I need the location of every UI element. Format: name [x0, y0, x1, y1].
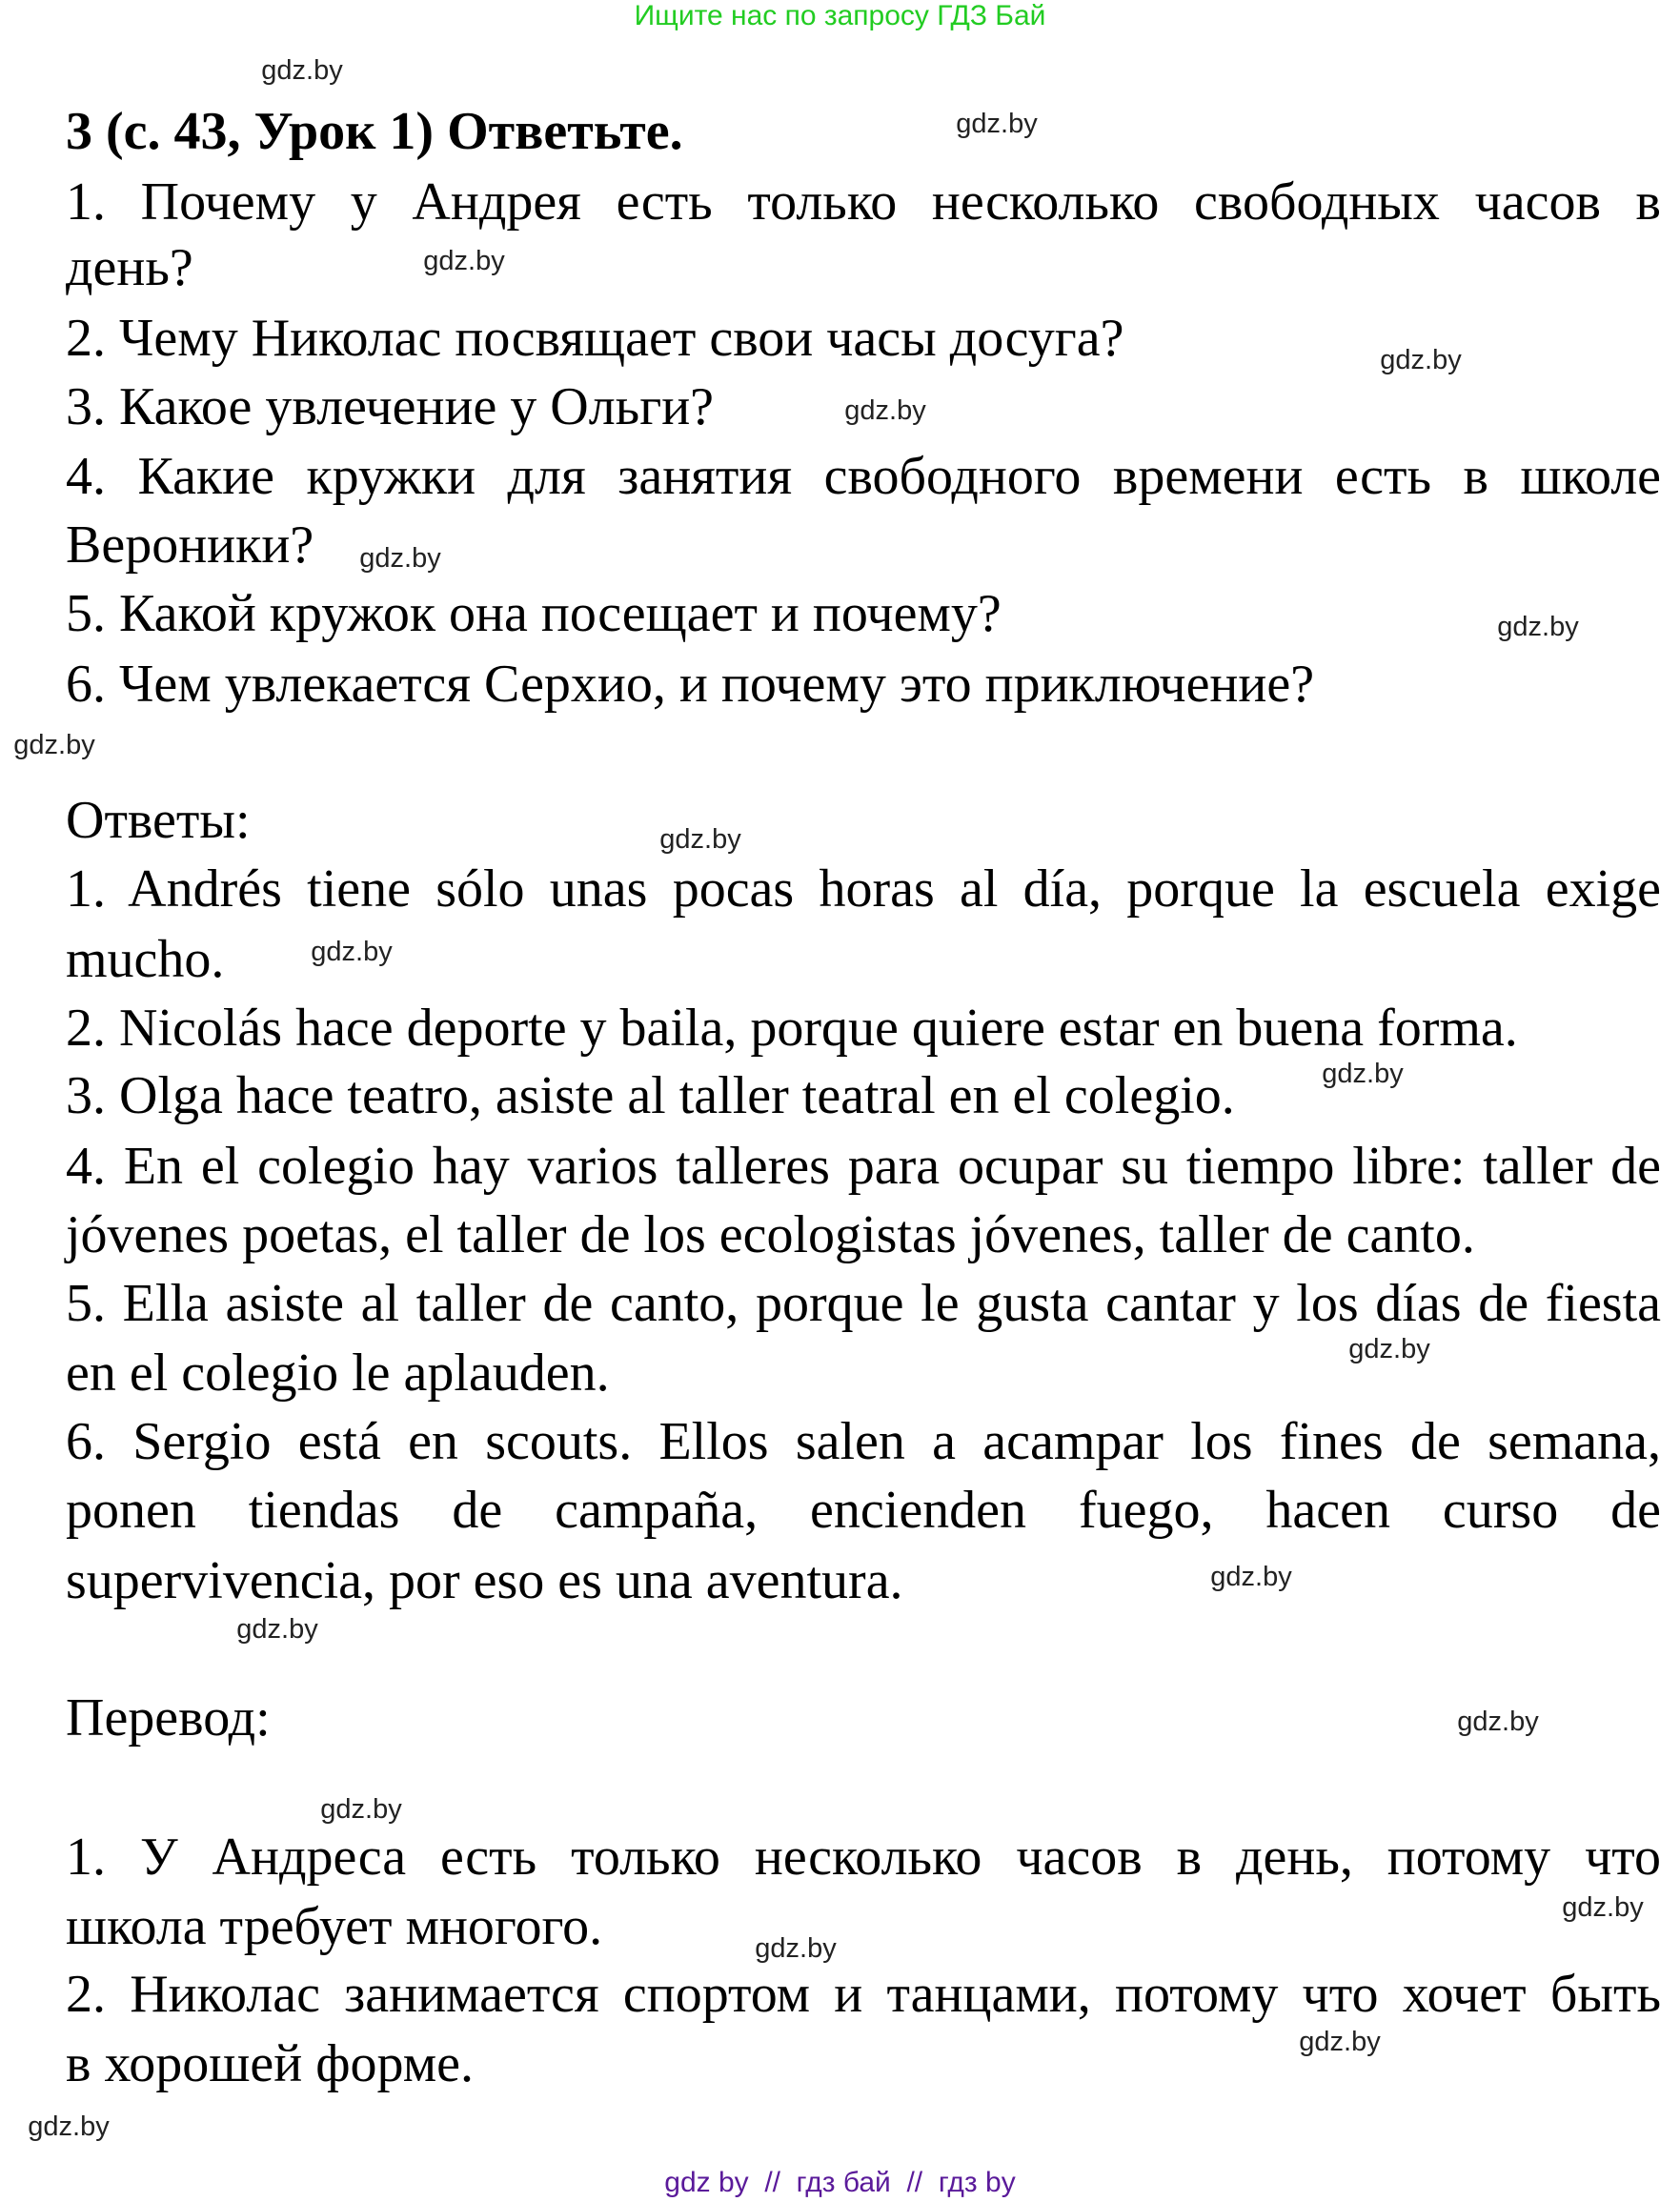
- watermark: gdz.by: [28, 2111, 110, 2142]
- answer-line: ponen tiendas de campaña, encienden fuego, hacen curso de: [66, 1482, 1661, 1539]
- watermark: gdz.by: [1299, 2027, 1381, 2057]
- watermark: gdz.by: [956, 109, 1038, 139]
- watermark: gdz.by: [1348, 1334, 1430, 1364]
- answer-line: en el colegio le aplauden.: [66, 1343, 610, 1403]
- watermark: gdz.by: [659, 824, 741, 855]
- answer-line: 3. Olga hace teatro, asiste al taller teatral en el colegio.: [66, 1066, 1235, 1125]
- watermark: gdz.by: [1562, 1892, 1644, 1923]
- answer-line: 6. Sergio está en scouts. Ellos salen a acampar los fines de semana,: [66, 1413, 1661, 1470]
- answer-line: 1. Andrés tiene sólo unas pocas horas al día, porque la escuela exige: [66, 860, 1661, 918]
- question-line: 4. Какие кружки для занятия свободного времени есть в школе: [66, 448, 1661, 505]
- footer-links[interactable]: gdz by // гдз бай // гдз by: [664, 2167, 1016, 2198]
- translation-line: 2. Николас занимается спортом и танцами, потому что хочет быть: [66, 1966, 1661, 2023]
- translation-line: в хорошей форме.: [66, 2034, 474, 2093]
- watermark: gdz.by: [13, 730, 95, 760]
- watermark: gdz.by: [236, 1614, 318, 1645]
- watermark: gdz.by: [755, 1933, 837, 1964]
- watermark: gdz.by: [1380, 345, 1462, 375]
- answers-heading: Ответы:: [66, 791, 251, 850]
- translation-line: 1. У Андреса есть только несколько часов в день, потому что: [66, 1828, 1661, 1886]
- question-line: 2. Чему Николас посвящает свои часы досуга?: [66, 309, 1124, 368]
- watermark: gdz.by: [1457, 1707, 1539, 1737]
- page-title: 3 (с. 43, Урок 1) Ответьте.: [66, 102, 683, 161]
- watermark: gdz.by: [1210, 1562, 1292, 1592]
- watermark: gdz.by: [311, 937, 393, 967]
- watermark: gdz.by: [320, 1794, 402, 1825]
- watermark: gdz.by: [359, 543, 441, 574]
- answer-line: 5. Ella asiste al taller de canto, porque le gusta cantar y los días de fiesta: [66, 1275, 1661, 1332]
- watermark: gdz.by: [423, 246, 505, 276]
- question-line: 6. Чем увлекается Серхио, и почему это приключение?: [66, 655, 1315, 714]
- question-line: день?: [66, 238, 193, 297]
- answer-line: jóvenes poetas, el taller de los ecologistas jóvenes, taller de canto.: [66, 1205, 1475, 1264]
- question-line: 5. Какой кружок она посещает и почему?: [66, 584, 1002, 643]
- watermark: gdz.by: [1322, 1059, 1404, 1089]
- answer-line: mucho.: [66, 930, 225, 989]
- question-line: 3. Какое увлечение у Ольги?: [66, 377, 715, 436]
- question-line: 1. Почему у Андрея есть только несколько свободных часов в: [66, 173, 1661, 231]
- search-hint-banner: Ищите нас по запросу ГДЗ Бай: [634, 0, 1046, 31]
- answer-line: 2. Nicolás hace deporte y baila, porque quiere estar en buena forma.: [66, 999, 1518, 1058]
- answer-line: supervivencia, por eso es una aventura.: [66, 1551, 903, 1610]
- translation-line: школа требует многого.: [66, 1897, 603, 1956]
- watermark: gdz.by: [261, 55, 343, 86]
- answer-line: 4. En el colegio hay varios talleres para ocupar su tiempo libre: taller de: [66, 1138, 1661, 1195]
- watermark: gdz.by: [844, 395, 926, 426]
- watermark: gdz.by: [1497, 612, 1579, 642]
- question-line: Вероники?: [66, 515, 314, 575]
- translation-heading: Перевод:: [66, 1688, 271, 1747]
